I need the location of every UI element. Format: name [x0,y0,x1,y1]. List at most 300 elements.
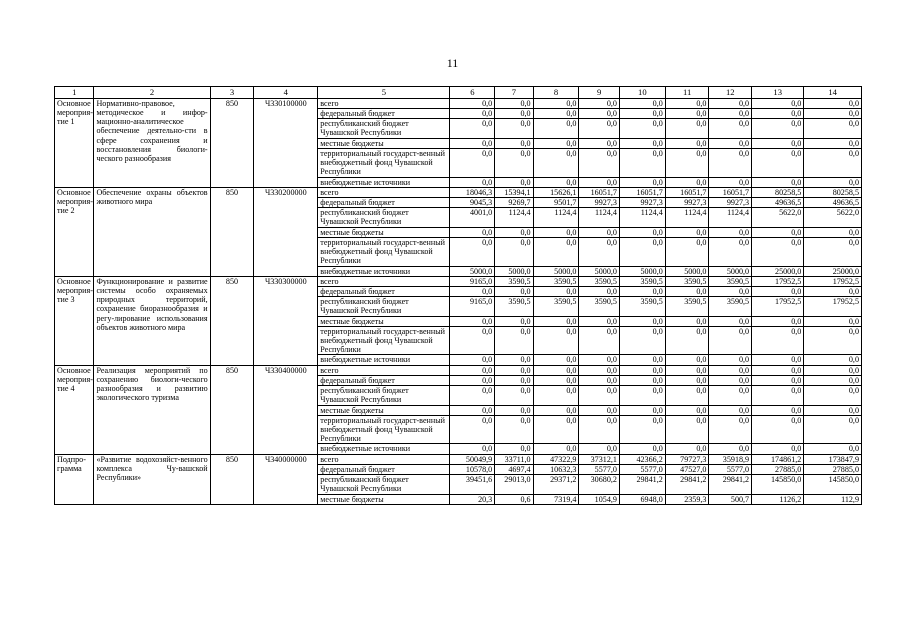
value-cell: 0,0 [804,109,862,119]
value-cell: 0,0 [619,138,665,148]
value-cell: 0,0 [804,227,862,237]
value-cell: 0,0 [579,355,620,365]
value-cell: 0,0 [665,316,709,326]
value-cell: 174861,2 [752,454,804,464]
value-cell: 0,0 [579,119,620,138]
value-cell: 5000,0 [619,266,665,276]
funding-source-cell: федеральный бюджет [318,464,450,474]
chief-administrator-cell: 850 [210,454,254,504]
value-cell: 0,0 [533,98,579,108]
value-cell: 0,0 [619,365,665,375]
event-description-cell: Функционирование и развитие системы особо охраняемых природных территорий, сохранение биоразнообразия и регу-лирование использования объектов животного мира [94,276,210,365]
value-cell: 0,0 [804,444,862,454]
value-cell: 0,0 [450,365,495,375]
value-cell: 29371,2 [533,475,579,494]
value-cell: 0,0 [495,386,533,405]
value-cell: 0,0 [533,316,579,326]
value-cell: 0,0 [665,119,709,138]
value-cell: 0,0 [752,316,804,326]
value-cell: 42366,2 [619,454,665,464]
value-cell: 0,0 [619,119,665,138]
value-cell: 0,0 [665,386,709,405]
table-row [55,454,862,464]
funding-source-cell: территориальный государст-венный внебюджетный фонд Чувашской Республики [318,326,450,355]
value-cell: 5622,0 [804,208,862,227]
value-cell: 0,0 [533,138,579,148]
value-cell: 5000,0 [533,266,579,276]
value-cell: 0,0 [495,119,533,138]
value-cell: 25000,0 [804,266,862,276]
value-cell: 0,0 [533,227,579,237]
value-cell: 500,7 [709,494,752,504]
funding-source-cell: республиканский бюджет Чувашской Республики [318,119,450,138]
value-cell: 0,0 [804,326,862,355]
event-description-cell: Обеспечение охраны объектов животного мира [94,187,210,276]
value-cell: 0,0 [619,355,665,365]
value-cell: 20,3 [450,494,495,504]
value-cell: 0,0 [752,148,804,177]
value-cell: 1054,9 [579,494,620,504]
event-name-cell: Подпро-грамма [55,454,94,504]
value-cell: 0,0 [804,365,862,375]
value-cell: 49636,5 [804,197,862,207]
value-cell: 29013,0 [495,475,533,494]
value-cell: 16051,7 [665,187,709,197]
value-cell: 18046,3 [450,187,495,197]
value-cell: 0,0 [619,316,665,326]
value-cell: 1124,4 [533,208,579,227]
value-cell: 0,0 [450,227,495,237]
funding-source-cell: республиканский бюджет Чувашской Республики [318,297,450,316]
value-cell: 0,0 [579,415,620,444]
value-cell: 0,0 [579,109,620,119]
value-cell: 9927,3 [709,197,752,207]
value-cell: 0,0 [665,148,709,177]
value-cell: 0,0 [709,119,752,138]
value-cell: 0,0 [533,237,579,266]
event-description-cell: «Развитие водохозяйст-венного комплекса Чу-вашской Республики» [94,454,210,504]
value-cell: 0,0 [804,386,862,405]
value-cell: 0,0 [495,316,533,326]
value-cell: 0,0 [752,286,804,296]
value-cell: 0,0 [709,365,752,375]
value-cell: 5577,0 [579,464,620,474]
value-cell: 0,0 [665,375,709,385]
value-cell: 0,0 [804,286,862,296]
value-cell: 0,0 [752,405,804,415]
value-cell: 0,0 [450,138,495,148]
value-cell: 3590,5 [665,276,709,286]
value-cell: 0,0 [665,237,709,266]
value-cell: 0,0 [533,386,579,405]
column-header-10: 10 [619,87,665,99]
value-cell: 0,0 [495,365,533,375]
value-cell: 0,0 [752,109,804,119]
value-cell: 0,0 [665,326,709,355]
value-cell: 0,0 [495,375,533,385]
value-cell: 0,0 [533,177,579,187]
value-cell: 0,0 [579,326,620,355]
chief-administrator-cell: 850 [210,187,254,276]
value-cell: 0,0 [619,444,665,454]
value-cell: 0,0 [804,316,862,326]
value-cell: 16051,7 [579,187,620,197]
value-cell: 0,0 [709,375,752,385]
funding-source-cell: внебюджетные источники [318,266,450,276]
value-cell: 0,0 [619,405,665,415]
value-cell: 0,0 [709,386,752,405]
value-cell: 0,0 [665,109,709,119]
value-cell: 0,0 [804,148,862,177]
value-cell: 0,0 [533,375,579,385]
value-cell: 0,0 [752,365,804,375]
value-cell: 0,0 [752,237,804,266]
value-cell: 0,0 [579,148,620,177]
value-cell: 5000,0 [579,266,620,276]
value-cell: 3590,5 [579,276,620,286]
value-cell: 0,0 [709,286,752,296]
value-cell: 0,0 [619,286,665,296]
value-cell: 0,0 [619,375,665,385]
table-row [55,98,862,108]
value-cell: 0,0 [709,227,752,237]
table-header [55,87,862,99]
funding-source-cell: федеральный бюджет [318,197,450,207]
value-cell: 37312,1 [579,454,620,464]
value-cell: 3590,5 [579,297,620,316]
column-header-4: 4 [254,87,318,99]
funding-source-cell: территориальный государст-венный внебюджетный фонд Чувашской Республики [318,237,450,266]
value-cell: 0,0 [619,177,665,187]
value-cell: 27885,0 [804,464,862,474]
column-header-14: 14 [804,87,862,99]
value-cell: 1124,4 [709,208,752,227]
value-cell: 0,0 [533,119,579,138]
value-cell: 0,0 [752,326,804,355]
value-cell: 29841,2 [665,475,709,494]
value-cell: 0,0 [450,355,495,365]
value-cell: 1124,4 [619,208,665,227]
value-cell: 33711,0 [495,454,533,464]
funding-source-cell: республиканский бюджет Чувашской Республики [318,475,450,494]
value-cell: 16051,7 [619,187,665,197]
value-cell: 0,0 [665,98,709,108]
value-cell: 0,0 [450,405,495,415]
budget-code-cell: Ч330300000 [254,276,318,365]
value-cell: 35918,9 [709,454,752,464]
column-header-7: 7 [495,87,533,99]
value-cell: 80258,5 [804,187,862,197]
value-cell: 0,0 [495,415,533,444]
value-cell: 3590,5 [533,276,579,286]
value-cell: 145850,0 [752,475,804,494]
value-cell: 0,0 [619,148,665,177]
funding-source-cell: местные бюджеты [318,138,450,148]
column-header-2: 2 [94,87,210,99]
value-cell: 0,0 [450,375,495,385]
value-cell: 49636,5 [752,197,804,207]
value-cell: 9501,7 [533,197,579,207]
value-cell: 5000,0 [709,266,752,276]
value-cell: 0,0 [450,177,495,187]
value-cell: 0,0 [665,286,709,296]
value-cell: 0,0 [804,415,862,444]
table-row [55,187,862,197]
value-cell: 9165,0 [450,276,495,286]
value-cell: 4697,4 [495,464,533,474]
value-cell: 0,0 [495,326,533,355]
value-cell: 3590,5 [665,297,709,316]
column-header-1: 1 [55,87,94,99]
value-cell: 0,0 [450,119,495,138]
header-row [55,87,862,99]
value-cell: 17952,5 [804,276,862,286]
value-cell: 0,0 [752,138,804,148]
chief-administrator-cell: 850 [210,98,254,187]
value-cell: 0,0 [579,444,620,454]
funding-source-cell: местные бюджеты [318,494,450,504]
value-cell: 0,0 [533,405,579,415]
value-cell: 145850,0 [804,475,862,494]
value-cell: 9165,0 [450,297,495,316]
value-cell: 0,0 [752,355,804,365]
event-description-cell: Реализация мероприятий по сохранению биологи-ческого разнообразия и развитию экологического туризма [94,365,210,454]
value-cell: 0,0 [533,109,579,119]
value-cell: 0,0 [495,237,533,266]
value-cell: 1124,4 [665,208,709,227]
value-cell: 0,0 [450,148,495,177]
value-cell: 17952,5 [804,297,862,316]
value-cell: 0,0 [533,444,579,454]
value-cell: 0,0 [752,415,804,444]
value-cell: 0,0 [579,237,620,266]
value-cell: 0,0 [752,375,804,385]
value-cell: 6948,0 [619,494,665,504]
value-cell: 0,0 [665,444,709,454]
value-cell: 9269,7 [495,197,533,207]
funding-source-cell: территориальный государст-венный внебюджетный фонд Чувашской Республики [318,415,450,444]
chief-administrator-cell: 850 [210,276,254,365]
column-header-6: 6 [450,87,495,99]
value-cell: 0,0 [495,138,533,148]
value-cell: 0,0 [709,177,752,187]
value-cell: 0,0 [533,415,579,444]
value-cell: 3590,5 [709,297,752,316]
value-cell: 0,0 [579,365,620,375]
value-cell: 5000,0 [495,266,533,276]
value-cell: 0,0 [619,415,665,444]
funding-source-cell: всего [318,276,450,286]
value-cell: 0,0 [709,415,752,444]
value-cell: 0,0 [495,405,533,415]
value-cell: 0,0 [709,148,752,177]
funding-source-cell: внебюджетные источники [318,177,450,187]
value-cell: 0,0 [579,386,620,405]
event-name-cell: Основное мероприя-тие 3 [55,276,94,365]
value-cell: 3590,5 [709,276,752,286]
funding-source-cell: всего [318,454,450,464]
value-cell: 0,0 [804,177,862,187]
table-body [55,98,862,504]
funding-source-cell: всего [318,98,450,108]
value-cell: 0,0 [752,119,804,138]
funding-source-cell: всего [318,187,450,197]
value-cell: 0,0 [450,286,495,296]
value-cell: 112,9 [804,494,862,504]
value-cell: 5000,0 [665,266,709,276]
value-cell: 0,0 [579,316,620,326]
value-cell: 0,0 [709,444,752,454]
value-cell: 0,0 [665,355,709,365]
funding-source-cell: федеральный бюджет [318,109,450,119]
value-cell: 0,0 [709,326,752,355]
value-cell: 3590,5 [495,276,533,286]
value-cell: 3590,5 [619,276,665,286]
value-cell: 1126,2 [752,494,804,504]
value-cell: 0,0 [579,138,620,148]
funding-source-cell: всего [318,365,450,375]
budget-code-cell: Ч330100000 [254,98,318,187]
value-cell: 0,0 [533,365,579,375]
value-cell: 0,0 [619,386,665,405]
page-number: 11 [446,56,459,70]
value-cell: 10632,3 [533,464,579,474]
value-cell: 0,0 [450,415,495,444]
value-cell: 0,0 [804,355,862,365]
value-cell: 0,0 [450,386,495,405]
value-cell: 0,0 [619,326,665,355]
column-header-11: 11 [665,87,709,99]
value-cell: 0,0 [495,286,533,296]
value-cell: 29841,2 [709,475,752,494]
value-cell: 0,0 [709,355,752,365]
value-cell: 0,0 [495,355,533,365]
value-cell: 0,0 [665,177,709,187]
value-cell: 0,0 [665,415,709,444]
funding-source-cell: местные бюджеты [318,316,450,326]
value-cell: 0,0 [495,444,533,454]
value-cell: 27885,0 [752,464,804,474]
budget-table [54,86,862,505]
budget-code-cell: Ч330400000 [254,365,318,454]
table-row [55,276,862,286]
value-cell: 16051,7 [709,187,752,197]
value-cell: 0,0 [804,98,862,108]
value-cell: 0,0 [533,148,579,177]
column-header-12: 12 [709,87,752,99]
value-cell: 0,0 [619,109,665,119]
value-cell: 0,0 [579,98,620,108]
funding-source-cell: республиканский бюджет Чувашской Республики [318,208,450,227]
value-cell: 4001,0 [450,208,495,227]
value-cell: 0,0 [619,227,665,237]
value-cell: 0,0 [752,227,804,237]
value-cell: 0,0 [752,98,804,108]
value-cell: 0,0 [450,444,495,454]
value-cell: 0,0 [579,375,620,385]
value-cell: 30680,2 [579,475,620,494]
value-cell: 0,0 [495,98,533,108]
value-cell: 0,0 [579,405,620,415]
value-cell: 0,0 [804,237,862,266]
column-header-8: 8 [533,87,579,99]
value-cell: 0,0 [665,405,709,415]
column-header-13: 13 [752,87,804,99]
value-cell: 39451,6 [450,475,495,494]
value-cell: 0,0 [495,177,533,187]
value-cell: 0,0 [804,119,862,138]
value-cell: 5622,0 [752,208,804,227]
value-cell: 1124,4 [495,208,533,227]
funding-source-cell: республиканский бюджет Чувашской Республики [318,386,450,405]
value-cell: 0,0 [450,98,495,108]
value-cell: 1124,4 [579,208,620,227]
value-cell: 0,6 [495,494,533,504]
funding-source-cell: федеральный бюджет [318,375,450,385]
table-row [55,365,862,375]
event-name-cell: Основное мероприя-тие 4 [55,365,94,454]
value-cell: 10578,0 [450,464,495,474]
value-cell: 0,0 [495,109,533,119]
value-cell: 2359,3 [665,494,709,504]
value-cell: 0,0 [579,286,620,296]
value-cell: 0,0 [709,405,752,415]
value-cell: 47527,0 [665,464,709,474]
value-cell: 0,0 [495,148,533,177]
value-cell: 17952,5 [752,297,804,316]
funding-source-cell: внебюджетные источники [318,444,450,454]
value-cell: 3590,5 [619,297,665,316]
value-cell: 0,0 [665,365,709,375]
value-cell: 0,0 [804,375,862,385]
value-cell: 3590,5 [495,297,533,316]
value-cell: 0,0 [709,316,752,326]
value-cell: 0,0 [709,109,752,119]
value-cell: 0,0 [665,138,709,148]
value-cell: 5000,0 [450,266,495,276]
chief-administrator-cell: 850 [210,365,254,454]
value-cell: 29841,2 [619,475,665,494]
value-cell: 0,0 [450,109,495,119]
value-cell: 79727,3 [665,454,709,464]
event-description-cell: Нормативно-правовое, методическое и инфор-мационно-аналитическое обеспечение деятельно-сти в сфере сохранения и восстановления биологи-ческого разнообразия [94,98,210,187]
event-name-cell: Основное мероприя-тие 2 [55,187,94,276]
value-cell: 0,0 [709,237,752,266]
value-cell: 5577,0 [619,464,665,474]
column-header-5: 5 [318,87,450,99]
funding-source-cell: местные бюджеты [318,405,450,415]
value-cell: 0,0 [533,286,579,296]
value-cell: 173847,9 [804,454,862,464]
value-cell: 0,0 [619,237,665,266]
value-cell: 0,0 [752,386,804,405]
value-cell: 0,0 [533,355,579,365]
value-cell: 50049,9 [450,454,495,464]
value-cell: 0,0 [579,177,620,187]
value-cell: 80258,5 [752,187,804,197]
value-cell: 0,0 [804,405,862,415]
value-cell: 0,0 [450,326,495,355]
column-header-9: 9 [579,87,620,99]
value-cell: 0,0 [709,138,752,148]
funding-source-cell: местные бюджеты [318,227,450,237]
value-cell: 15626,1 [533,187,579,197]
value-cell: 17952,5 [752,276,804,286]
value-cell: 9927,3 [665,197,709,207]
value-cell: 7319,4 [533,494,579,504]
event-name-cell: Основное мероприя-тие 1 [55,98,94,187]
value-cell: 9927,3 [579,197,620,207]
